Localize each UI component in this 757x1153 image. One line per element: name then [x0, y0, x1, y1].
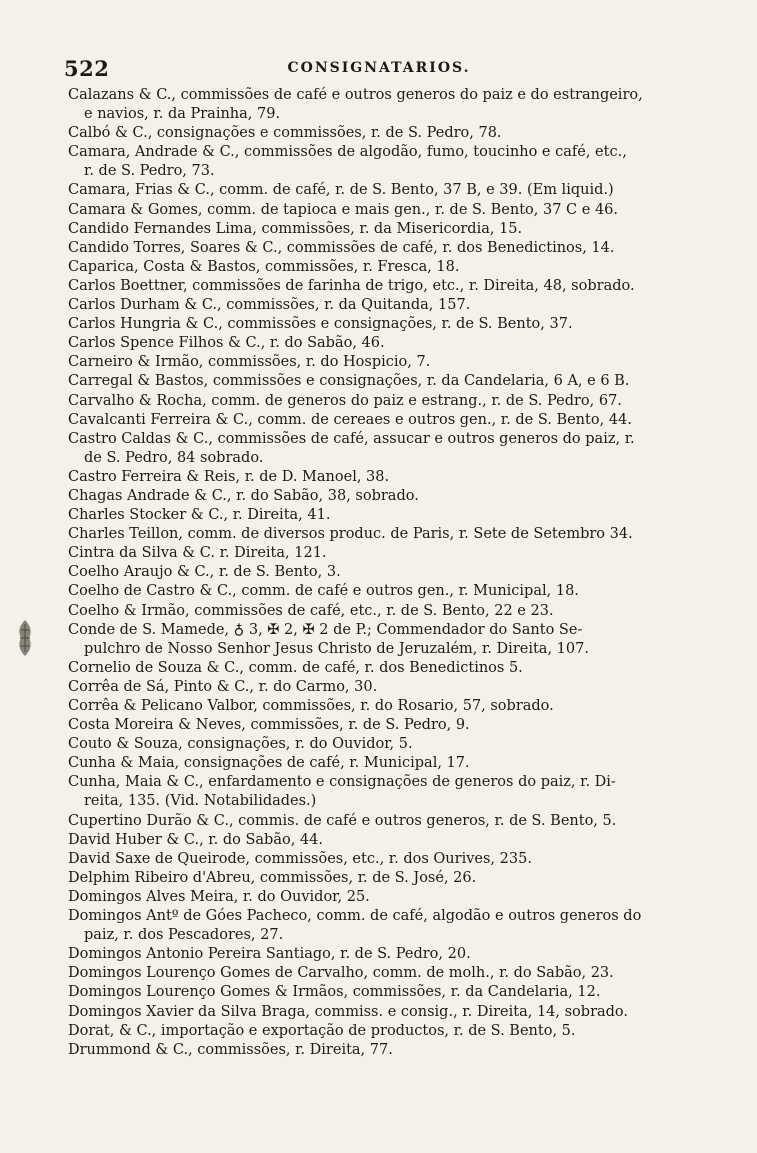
entry-line: Corrêa de Sá, Pinto & C., r. do Carmo, 30.: [68, 678, 378, 695]
entry-line: Carlos Spence Filhos & C., r. do Sabão, 46.: [68, 335, 385, 352]
entry-continuation-line: paiz, r. dos Pescadores, 27.: [84, 927, 284, 944]
entry-line: Corrêa & Pelicano Valbor, commissões, r. do Rosario, 57, sobrado.: [68, 698, 554, 714]
entry-continuation-line: pulchro de Nosso Senhor Jesus Christo de Jeruzalém, r. Direita, 107.: [84, 640, 589, 657]
entry-line: Castro Ferreira & Reis, r. de D. Manoel, 38.: [68, 468, 390, 485]
directory-entries: [68, 86, 698, 1060]
entry-line: Delphim Ribeiro d'Abreu, commissões, r. de S. José, 26.: [68, 869, 477, 886]
entry-line: Charles Stocker & C., r. Direita, 41.: [68, 507, 331, 524]
entry-line: Carregal & Bastos, commissões e consignações, r. da Candelaria, 6 A, e 6 B.: [68, 373, 630, 390]
entry-line: Carlos Boettner, commissões de farinha de trigo, etc., r. Direita, 48, sobrado.: [68, 277, 635, 294]
entry-line: David Saxe de Queirode, commissões, etc., r. dos Ourives, 235.: [68, 850, 532, 867]
entry-line: Calbó & C., consignações e commissões, r. de S. Pedro, 78.: [68, 125, 502, 142]
entry-line: Carlos Durham & C., commissões, r. da Quitanda, 157.: [68, 297, 471, 314]
entry-line: Cavalcanti Ferreira & C., comm. de cereaes e outros gen., r. de S. Bento, 44.: [68, 411, 632, 428]
entry-continuation-line: e navios, r. da Prainha, 79.: [84, 106, 281, 123]
entry-line: Domingos Alves Meira, r. do Ouvidor, 25.: [68, 888, 370, 905]
entry-line: Cunha, Maia & C., enfardamento e consignações de generos do paiz, r. Di-: [68, 774, 616, 791]
page-number: 522: [64, 56, 110, 81]
entry-line: Costa Moreira & Neves, commissões, r. de S. Pedro, 9.: [68, 717, 470, 734]
entry-line: Domingos Antonio Pereira Santiago, r. de S. Pedro, 20.: [68, 946, 471, 963]
entry-line: Camara & Gomes, comm. de tapioca e mais gen., r. de S. Bento, 37 C e 46.: [68, 201, 619, 218]
entry-line: Cupertino Durão & C., commis. de café e outros generos, r. de S. Bento, 5.: [68, 812, 617, 829]
entry-continuation-line: de S. Pedro, 84 sobrado.: [84, 449, 264, 466]
entry-line: Candido Torres, Soares & C., commissões de café, r. dos Benedictinos, 14.: [68, 239, 615, 256]
entry-line: Domingos Xavier da Silva Braga, commiss. e consig., r. Direita, 14, sobrado.: [68, 1003, 629, 1020]
entry-line: Candido Fernandes Lima, commissões, r. da Misericordia, 15.: [68, 220, 523, 237]
entry-line: Cintra da Silva & C. r. Direita, 121.: [68, 545, 327, 562]
entry-line: Domingos Lourenço Gomes de Carvalho, comm. de molh., r. do Sabão, 23.: [68, 965, 614, 982]
entry-line: Coelho & Irmão, commissões de café, etc., r. de S. Bento, 22 e 23.: [68, 602, 554, 619]
entry-line: Carneiro & Irmão, commissões, r. do Hospicio, 7.: [68, 354, 431, 371]
entry-line: Coelho Araujo & C., r. de S. Bento, 3.: [68, 564, 341, 581]
entry-line: Cornelio de Souza & C., comm. de café, r. dos Benedictinos 5.: [68, 659, 523, 676]
entry-line: Couto & Souza, consignações, r. do Ouvidor, 5.: [68, 736, 413, 753]
entry-line: Coelho de Castro & C., comm. de café e outros gen., r. Municipal, 18.: [68, 583, 579, 600]
page-header: [64, 56, 694, 82]
entry-line: Domingos Antº de Góes Pacheco, comm. de café, algodão e outros generos do: [68, 908, 642, 925]
entry-line: Calazans & C., commissões de café e outros generos do paiz e do estrangeiro,: [68, 87, 643, 103]
entry-line: David Huber & C., r. do Sabão, 44.: [68, 831, 323, 848]
entry-line: Chagas Andrade & C., r. do Sabão, 38, sobrado.: [68, 487, 419, 504]
entry-continuation-line: r. de S. Pedro, 73.: [84, 163, 215, 180]
margin-ornament-icon: [14, 618, 36, 658]
entry-line: Domingos Lourenço Gomes & Irmãos, commissões, r. da Candelaria, 12.: [68, 984, 601, 1001]
entry-line: Carvalho & Rocha, comm. de generos do paiz e estrang., r. de S. Pedro, 67.: [68, 392, 622, 409]
entry-line: Castro Caldas & C., commissões de café, assucar e outros generos do paiz, r.: [68, 430, 635, 447]
entry-line: Drummond & C., commissões, r. Direita, 77.: [68, 1041, 393, 1058]
entry-line: Cunha & Maia, consignações de café, r. Municipal, 17.: [68, 755, 470, 772]
entry-line: Charles Teillon, comm. de diversos produc. de Paris, r. Sete de Setembro 34.: [68, 526, 633, 543]
entry-line: Conde de S. Mamede, ♁ 3, ✠ 2, ✠ 2 de P.; Commendador do Santo Se-: [68, 621, 583, 638]
entry-continuation-line: reita, 135. (Vid. Notabilidades.): [84, 793, 317, 810]
entry-line: Caparica, Costa & Bastos, commissões, r. Fresca, 18.: [68, 258, 460, 275]
entry-line: Camara, Andrade & C., commissões de algodão, fumo, toucinho e café, etc.,: [68, 144, 627, 161]
entry-line: Carlos Hungria & C., commissões e consignações, r. de S. Bento, 37.: [68, 316, 573, 333]
entry-line: Camara, Frias & C., comm. de café, r. de S. Bento, 37 B, e 39. (Em liquid.): [68, 182, 614, 199]
running-title: CONSIGNATARIOS.: [287, 60, 471, 76]
entry-line: Dorat, & C., importação e exportação de productos, r. de S. Bento, 5.: [68, 1022, 576, 1039]
